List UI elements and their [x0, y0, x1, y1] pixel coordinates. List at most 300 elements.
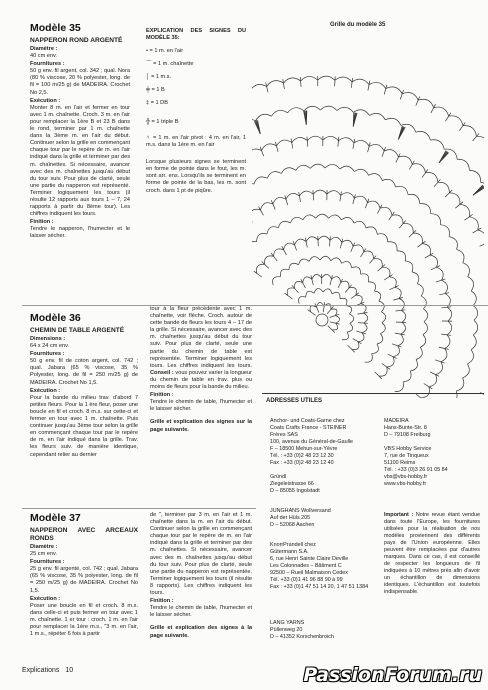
chain-arch: [273, 197, 286, 204]
chain-arch: [438, 182, 450, 193]
stitch-mark: [395, 333, 405, 335]
stitch-mark: [291, 139, 293, 149]
stitch-mark: [358, 323, 368, 324]
stitch-mark: [348, 345, 355, 352]
chain-arch: [262, 144, 277, 151]
stitch-mark: [375, 372, 382, 379]
chain-arch: [412, 164, 425, 173]
chain-arch: [403, 371, 411, 382]
chain-arch: [307, 136, 323, 140]
stitch-mark: [262, 262, 269, 269]
chain-arch: [416, 347, 422, 359]
m36-dim-label: Dimensions :: [30, 336, 66, 342]
chain-arch: [352, 79, 369, 85]
stitch-mark: [313, 190, 314, 200]
chain-arch: [434, 107, 449, 116]
chain-arch: [267, 227, 278, 234]
stitch-mark: [480, 242, 484, 246]
chain-arch: [332, 292, 340, 298]
chain-arch: [477, 136, 485, 148]
grid-title: Grille du modèle 35: [330, 22, 386, 28]
model-37-title: Modèle 37: [30, 512, 81, 524]
chain-arch: [318, 76, 335, 80]
addr-junghans: JUNGHANS Wollversand Auf der Hüls 205 D – 52068 Aachen: [270, 508, 331, 528]
chain-arch: [306, 237, 318, 242]
stitch-mark: [384, 85, 387, 95]
page-number: 10: [65, 667, 74, 674]
chain-arch: [402, 93, 418, 101]
chain-arch: [299, 297, 306, 304]
m37-diam-label: Diamètre :: [30, 544, 58, 550]
model-36-subtitle: CHEMIN DE TABLE ARGENTÉ: [30, 327, 125, 334]
chain-arch: [469, 217, 478, 230]
m37-diam: 25 cm env.: [30, 551, 57, 558]
addr-vbs: VBS Hobby Service 7, rue de Tinqueux 51100 Reims Tél. : +33 (0)3 26 91 05 84 vbs@vbs-hobby.fr www.vbs-hobby.fr: [384, 446, 448, 487]
stitch-mark: [365, 199, 369, 208]
chain-arch: [331, 309, 337, 316]
chain-arch: [408, 194, 420, 203]
stitch-mark: [370, 256, 377, 264]
chain-arch: [342, 240, 353, 246]
chain-arch: [449, 116, 463, 126]
stitch-mark: [390, 286, 399, 290]
chain-arch: [295, 239, 307, 245]
chain-arch: [369, 82, 386, 88]
chain-arch: [468, 350, 474, 364]
chain-arch: [405, 261, 413, 272]
chain-arch: [256, 264, 264, 273]
chain-arch: [358, 333, 364, 342]
chain-arch: [398, 334, 404, 346]
chain-arch: [346, 306, 352, 315]
chain-arch: [257, 234, 267, 242]
m35-fourn: 50 g env. fil argent, col. 342 ; qual. Nora (80 % viscose, 20 % polyester, long. de fil = 100 m/25 g) de MADEIRA. Crochet No 2,5.: [30, 68, 130, 96]
chain-arch: [416, 131, 431, 140]
addr-coats: Anchor- und Coats-Garne chez Coats Crafts France - STEINER Frères SAS 100, avenue du Général-de-Gaulle F – 18500 Mehun-sur-Yèvre Tél. : +33 (0)2 48 23 12 30 Fax : +33 (0)2 48 23 12 40: [270, 418, 354, 466]
chain-arch: [392, 215, 403, 224]
m37-fourn: 25 g env. fil argenté, col. 742 ; qual. Jabara (65 % viscose, 35 % polyester, long. de fil = 250 m/25 g) de MADEIRA. Crochet No 1,5.: [30, 566, 138, 594]
chain-arch: [401, 310, 405, 322]
chain-arch: [284, 243, 295, 250]
chain-arch: [389, 277, 396, 288]
stitch-mark: [323, 302, 325, 312]
stitch-mark: [328, 326, 335, 333]
chain-arch: [426, 172, 438, 182]
legend: [146, 28, 246, 195]
chain-arch: [380, 207, 392, 215]
chain-arch: [456, 378, 464, 391]
chain-arch: [399, 156, 413, 164]
m35-diam: 40 cm env.: [30, 53, 57, 60]
chain-arch: [341, 193, 355, 199]
m36-exec: Pour la bande du milieu trav. d'abord 7 petites fleurs. Pour la 1 ère fleur, poser une boucle en fil et croch. 8 m.s. sur cette-ci et fermer en tour avec 1 m. chaînette. Puis continuer jusqu'au 3ème tour selon la grille en commençant chaque tour par le repère de m. en l'air indiqué dans la grille. Trav. les fleurs suiv. de manière identique, cependant relier au dernier: [30, 394, 138, 458]
footer: [22, 667, 73, 674]
stitch-mark: [378, 265, 386, 272]
chain-arch: [440, 225, 449, 237]
chain-arch: [303, 277, 312, 283]
stitch-mark: [416, 97, 420, 106]
model-35-title: Modèle 35: [30, 22, 81, 34]
chain-arch: [366, 227, 377, 234]
model-36-section: [30, 312, 138, 459]
stitch-mark: [353, 139, 355, 149]
m37-fin: Tendre le chemin de table, l'humecter et le laisser sécher.: [150, 605, 252, 619]
stitch-mark: [292, 285, 299, 293]
chain-arch: [299, 259, 310, 265]
chain-arch: [339, 138, 355, 143]
chain-arch: [329, 215, 342, 220]
stitch-mark: [293, 241, 296, 250]
chain-arch: [314, 288, 323, 293]
m35-fin-label: Finition :: [30, 219, 54, 226]
chain-arch: [287, 288, 294, 296]
divider: [22, 508, 256, 509]
stitch-mark: [335, 76, 336, 86]
chain-arch: [265, 256, 274, 264]
stitch-mark: [299, 192, 301, 202]
chain-arch: [473, 306, 477, 321]
m37-fin-label: Finition :: [150, 598, 174, 605]
chain-arch: [471, 291, 476, 306]
chain-arch: [284, 78, 301, 83]
chain-arch: [323, 289, 332, 294]
chain-arch: [410, 360, 417, 372]
stitch-mark: [340, 192, 342, 202]
stitch-mark: [327, 306, 334, 314]
stitch-mark: [439, 293, 449, 295]
chain-arch: [369, 174, 383, 181]
stitch-mark: [254, 271, 262, 277]
chain-arch: [393, 346, 399, 357]
stitch-mark: [445, 190, 452, 197]
chain-arch: [379, 301, 384, 312]
addr-madeira: MADEIRA Hans-Bunte-Str. 8 D – 79108 Freiburg: [384, 418, 431, 438]
legend-title: EXPLICATION DES SIGNES DU MODÈLE 35:: [146, 28, 246, 42]
stitch-mark: [441, 334, 451, 335]
stitch-mark: [396, 310, 406, 311]
chain-arch: [290, 217, 303, 223]
m36-dim: 64 x 24 cm env.: [30, 343, 70, 350]
chain-arch: [267, 81, 284, 87]
chain-arch: [447, 307, 451, 321]
legend-item: ╪ = 1 B: [146, 87, 165, 94]
m36-exec-label: Exécution :: [30, 387, 61, 394]
chain-arch: [396, 186, 409, 194]
chain-arch: [277, 140, 292, 146]
center-ring: [316, 314, 328, 326]
m35-exec-label: Exécution :: [30, 97, 61, 104]
chain-arch: [342, 332, 349, 340]
stitch-mark: [283, 79, 285, 89]
chain-arch: [354, 140, 369, 146]
chain-arch: [337, 107, 353, 112]
chain-arch: [363, 313, 367, 323]
chain-arch: [327, 191, 341, 196]
slip-stitch-icon: ⌒: [146, 61, 152, 68]
chain-arch: [301, 76, 318, 81]
chain-arch: [331, 258, 342, 263]
chain-arch: [261, 203, 273, 210]
chain-arch: [423, 309, 427, 322]
chain-arch: [420, 204, 431, 214]
stitch-mark: [271, 200, 275, 209]
addr-knorr: KnorrPrandell chez Gütermann S.A. 6, rue Henri Sainte Claire Deville Les Colonnades – Bâtiment C 92500 – Rueil Malmaison Cedex Tél. +33 (0)1 41 96 88 90 à 99 Fax : +33 (0)1 47 51 14 20, 1 47 51 1384: [270, 542, 369, 590]
m36-conseil: vous pouvez varier la longueur du chemin de table en trav. plus ou moins de fleurs pour la bande du milieu.: [150, 369, 253, 391]
chain-arch: [430, 140, 444, 149]
stitch-mark: [271, 253, 277, 261]
stitch-mark: [409, 230, 416, 237]
chain-arch: [304, 106, 321, 111]
double-crochet-icon: ╪: [146, 87, 150, 94]
chain-arch: [422, 244, 430, 255]
chain-arch: [252, 85, 267, 91]
chain-arch: [395, 287, 401, 298]
m36-col2: tour à la fleur précédente avec 1 m. chaînette, voir flèche. Croch. autour de cette bande de fleurs les tours 4 – 17 de la grille. Si nécessaire, avancer avec des m. chaînettes jusqu'au début du tour suiv. Pour plus de clarté, seule une partie du chemin de table est représentée. Terminer logiquement les tours. Les chiffres indiquent les tours.: [150, 306, 252, 369]
chain-arch: [341, 217, 354, 223]
chain-arch: [387, 357, 394, 367]
chain-arch: [468, 277, 474, 291]
stitch-mark: [439, 347, 449, 349]
chain-arch: [347, 323, 352, 332]
m37-grid-note: Grille et explication des signes à la page suivante.: [150, 625, 252, 639]
chain-arch: [349, 314, 353, 323]
chain-arch: [365, 354, 373, 363]
stitch-mark: [351, 78, 352, 88]
chain-arch: [457, 249, 464, 262]
crochet-diagram-svg: [252, 30, 484, 398]
m36-conseil-label: Conseil :: [150, 369, 174, 376]
chain-arch: [354, 169, 368, 175]
chain-arch: [310, 306, 316, 312]
divider: [22, 305, 488, 306]
stitch-mark: [431, 266, 440, 270]
chain-arch: [436, 362, 443, 375]
legend-item: │ = 1 m.s.: [146, 74, 172, 81]
chain-arch: [252, 149, 262, 156]
chain-arch: [323, 136, 339, 141]
m35-diam-label: Diamètre :: [30, 46, 58, 52]
chain-arch: [445, 335, 450, 349]
stitch-mark: [266, 83, 268, 93]
model-37-subtitle: NAPPERON AVEC ARCEAUX RONDS: [30, 527, 138, 542]
chain-arch: [380, 323, 385, 334]
chain-arch: [420, 335, 425, 348]
m36-fourn: 50 g env. fil de coton argent, col. 742 ; qual. Jabara (65 % viscose, 35 % Polyester, long. de fil = 250 m/25 g) de MADEIRA. Crochet No 1,5.: [30, 358, 138, 386]
chain-arch: [473, 320, 477, 335]
important-text: Notre revue étant vendue dans toute l'Europe, les fournitures utilisées pour la réalisation de nos modèles proviennent des différents pays de l'Union européenne. Elles peuvent être remplacées par d'autres marques. Dans ce cas, il est conseillé de respecter les longueurs de fil indiquées à 10 mètres près afin d'avoir un échantillon de dimensions identiques. L'échantillon est toutefois indispensable.: [384, 512, 480, 595]
stitch-mark: [276, 142, 279, 152]
chain-arch: [313, 190, 327, 194]
chain-arch: [403, 223, 413, 233]
chain-arch: [413, 233, 422, 244]
stitch-mark: [307, 310, 315, 316]
chain-arch: [288, 108, 304, 113]
stitch-mark: [351, 293, 359, 299]
chain-arch: [364, 251, 374, 259]
chain-arch: [335, 316, 339, 324]
stitch-mark: [338, 137, 339, 147]
chain-arch: [322, 274, 332, 279]
chain-arch: [306, 291, 314, 297]
chain-arch: [309, 257, 320, 262]
chain-arch: [332, 277, 341, 283]
chain-arch: [388, 242, 397, 251]
chain-arch: [252, 242, 257, 251]
chain-arch: [429, 375, 437, 387]
stitch-mark: [399, 221, 406, 229]
chain-arch: [361, 274, 369, 282]
chain-arch: [316, 214, 329, 218]
stitch-mark: [345, 285, 351, 293]
chain-arch: [370, 113, 386, 119]
m37-col2: de ", terminer par 3 m. en l'air et 1 m. chaînette dans la m. en l'air du début. Continuer selon la grille en commençant chaque tour par le repère de m. en l'air indiqué dans la grille et terminer par des m. chaînettes. Si nécessaire, avancer avec des m. chaînettes jusqu'au début du tour suiv. Pour plus de clarté, seule une partie du napperon est représentée. Terminer logiquement les tours (il résulte 8 rapports). Les chiffres indiquent les tours.: [150, 512, 252, 597]
chain-arch: [375, 291, 381, 301]
m35-exec: Monter 8 m. en l'air et fermer en tour avec 1 m. chaînette. Croch. 3 m. en l'air pour remplacer la 1ère B et 23 B dans le rond, terminer par 1 m. chaînette dans la 3ème m. en l'air du début. Continuer selon la grille en commençant chaque tour par le repère de m. en l'air indiqué dans la grille et terminer par des m. chaînettes. Si nécessaire, avancer avec des m. chaînettes jusqu'au début du tour suiv. Pour plus de clarté, seule une partie du napperon est représenté. Terminer logiquement les tours (il résulte 12 rapports aux tours 1 – 7, 24 rapports à partir du 8ème tour). Les chiffres indiquent les tours.: [30, 104, 130, 218]
model-37-col2: [150, 512, 252, 640]
chain-arch: [381, 312, 385, 323]
footer-label: Explications: [22, 667, 60, 674]
chain-arch: [421, 296, 426, 309]
chain-arch: [335, 77, 352, 82]
chain-arch: [273, 277, 281, 285]
chain-arch: [457, 159, 469, 170]
model-35-section: [30, 22, 130, 241]
stitch-mark: [396, 153, 400, 162]
single-crochet-icon: │: [146, 74, 150, 81]
chain-arch: [267, 172, 281, 179]
chain-arch: [354, 221, 366, 228]
chain-arch: [386, 87, 402, 94]
stitch-mark: [431, 104, 436, 113]
chain-arch: [353, 245, 364, 252]
m36-fin-label: Finition :: [150, 392, 174, 399]
stitch-mark: [358, 313, 368, 315]
chain-arch: [278, 221, 290, 228]
chain-arch: [352, 267, 361, 274]
chain-arch: [401, 322, 406, 334]
chain-icon: •: [146, 48, 148, 55]
stitch-mark: [455, 202, 463, 208]
chain-arch: [395, 382, 404, 392]
chain-arch: [463, 364, 470, 378]
chain-arch: [362, 323, 367, 333]
chain-arch: [430, 255, 438, 267]
chain-arch: [320, 256, 331, 260]
chain-arch: [318, 236, 330, 240]
chain-arch: [256, 114, 272, 121]
chain-arch: [274, 249, 284, 256]
chain-arch: [469, 170, 480, 182]
stitch-mark: [430, 372, 439, 376]
chain-arch: [478, 230, 484, 244]
chain-arch: [377, 234, 387, 242]
chain-arch: [325, 164, 340, 169]
legend-item: • = 1 m. en l'air: [146, 48, 184, 55]
chain-arch: [332, 323, 338, 330]
addr-grundl: Gründl Ziegeleistrasse 66 D – 85055 Ingolstadt: [270, 474, 320, 494]
model-37-section: [30, 512, 138, 638]
chain-arch: [296, 165, 311, 170]
m36-fin: Tendre le chemin de table, l'humecter et le laisser sécher.: [150, 399, 252, 413]
chain-arch: [377, 334, 383, 344]
stitch-mark: [351, 243, 355, 252]
m37-exec: Poser une boucle en fil et croch. 8 m.s. dans celle-ci et puis fermer en tour avec 1 m. chaînette. 1 er tour : croch. 1 m. en l'air pour remplacer la 1ère m.s., "3 m. en l'air, 1 m.s., répéter 6 fois à partir: [30, 602, 138, 638]
chain-arch: [412, 272, 419, 284]
chain-arch: [310, 164, 325, 168]
chain-arch: [463, 126, 477, 137]
chain-arch: [441, 349, 447, 362]
chain-arch: [449, 193, 460, 205]
chain-arch: [379, 367, 387, 376]
chain-arch: [281, 168, 295, 174]
stitch-mark: [300, 77, 301, 87]
chain-arch: [356, 295, 362, 304]
triple-treble-icon: ╬: [146, 119, 150, 126]
model-36-title: Modèle 36: [30, 312, 81, 324]
important-note: [384, 512, 480, 596]
chain-arch: [330, 237, 342, 242]
chain-arch: [431, 214, 441, 225]
stitch-mark: [285, 293, 293, 299]
chain-arch: [271, 110, 287, 116]
stitch-mark: [368, 81, 370, 91]
chain-arch: [382, 267, 390, 277]
chain-arch: [289, 263, 299, 270]
stitch-mark: [307, 137, 308, 147]
m37-exec-label: Exécution :: [30, 595, 61, 602]
chain-arch: [385, 118, 401, 125]
chain-arch: [382, 179, 395, 187]
watermark: PassionForum.ru: [303, 664, 482, 686]
chain-arch: [349, 288, 356, 296]
chain-arch: [471, 335, 476, 350]
chain-arch: [368, 282, 375, 291]
chain-arch: [460, 204, 470, 216]
chain-arch: [252, 209, 261, 217]
addr-lang: LANG YARNS Püllenweg 20 D – 41352 Korschenbroich: [270, 620, 334, 640]
chain-arch: [252, 183, 254, 191]
stitch-mark: [318, 236, 319, 246]
chain-arch: [312, 274, 322, 279]
picot-icon: ♀: [146, 135, 151, 142]
chain-arch: [423, 322, 428, 335]
stitch-mark: [329, 236, 330, 246]
chain-arch: [463, 263, 470, 277]
stitch-mark: [434, 179, 440, 187]
chain-arch: [384, 150, 398, 157]
legend-item: ♀ = 1 m. en l'air pivot : 4 m. en l'air, 1 m.s. dans la 1ère m. en l'air: [146, 135, 246, 149]
chain-arch: [286, 194, 300, 200]
legend-item: ‡ = 1 DB: [146, 100, 168, 107]
chain-arch: [436, 267, 443, 280]
chain-arch: [397, 251, 406, 261]
model-35-subtitle: NAPPERON ROND ARGENTÉ: [30, 37, 123, 44]
chain-arch: [372, 344, 379, 354]
chain-arch: [418, 99, 434, 107]
chain-arch: [320, 106, 337, 110]
m35-fin: Tendre le napperon, l'humecter et le laisser sécher.: [30, 226, 130, 240]
chain-arch: [352, 342, 359, 350]
stitch-mark: [305, 238, 307, 248]
chain-arch: [442, 280, 448, 293]
legend-item: ⌒ = 1 m. chaînette: [146, 61, 194, 68]
chain-arch: [303, 215, 316, 220]
chain-arch: [447, 321, 452, 335]
chain-arch: [369, 144, 384, 151]
addresses-title: ADRESSES UTILES: [266, 398, 323, 404]
chain-arch: [292, 137, 308, 142]
chain-arch: [254, 177, 267, 184]
